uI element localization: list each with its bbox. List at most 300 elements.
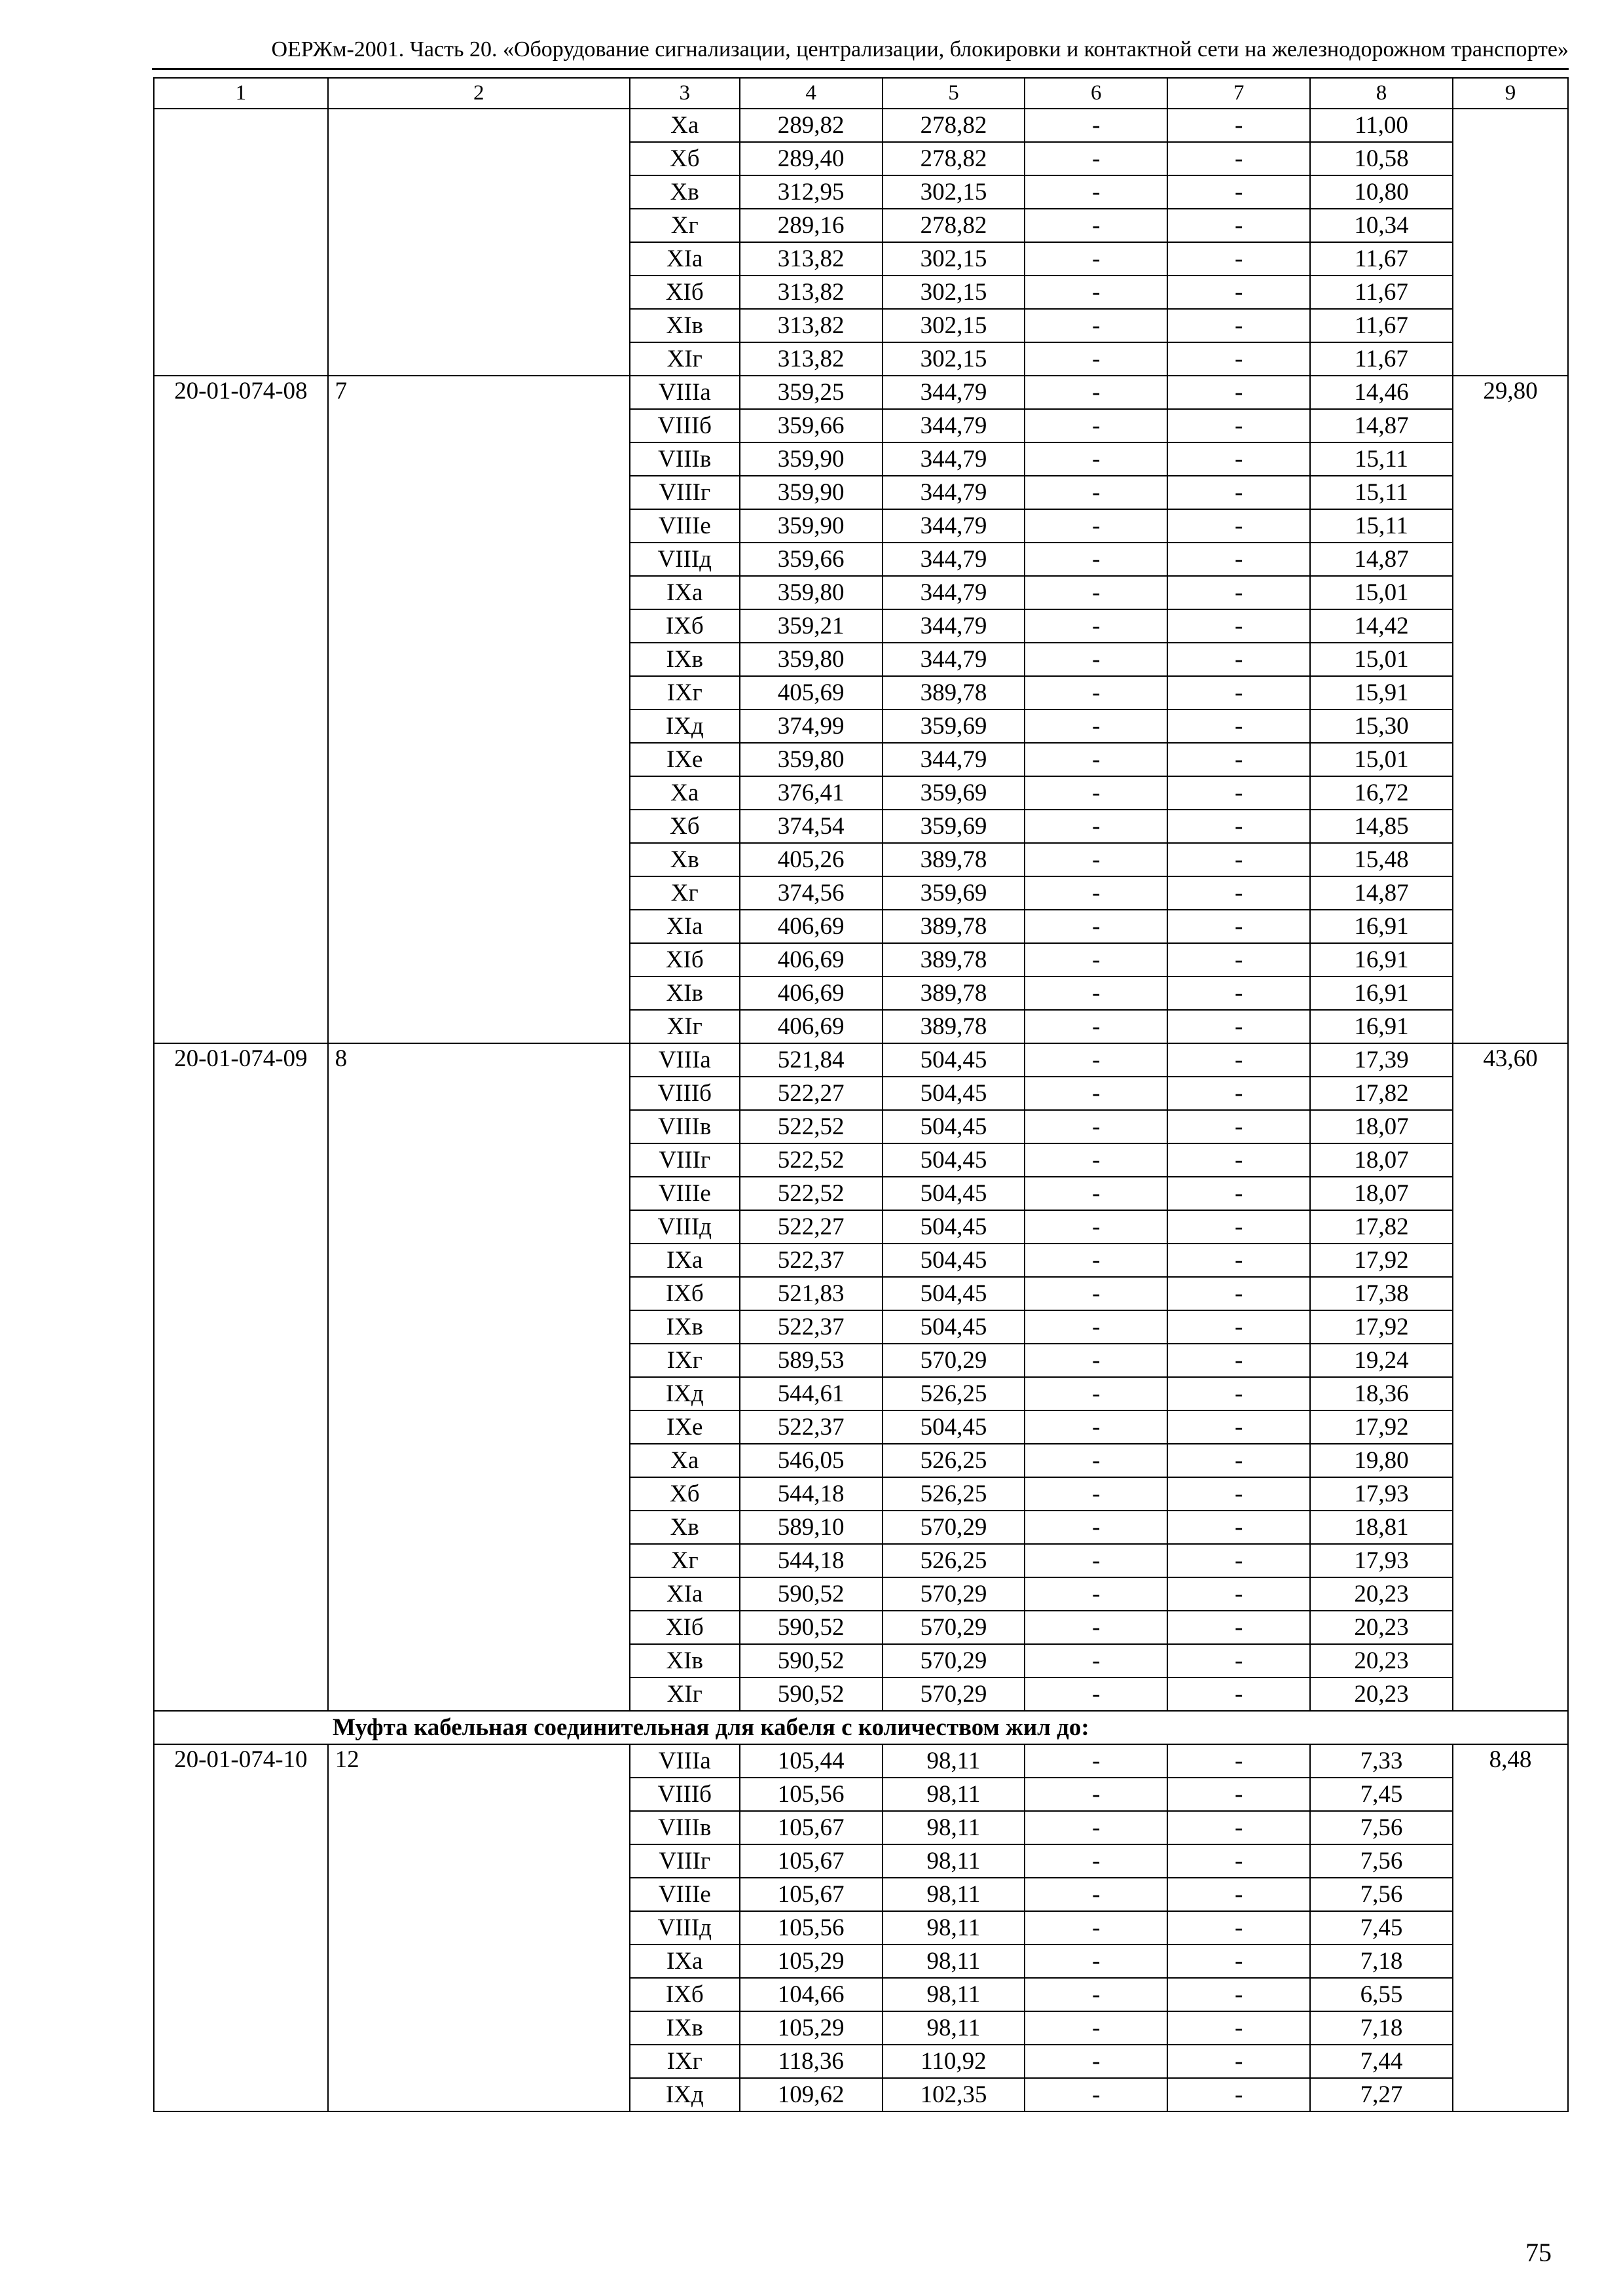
value-cell-8: 20,23 xyxy=(1310,1577,1453,1611)
value-cell-4: 313,82 xyxy=(740,276,883,309)
zone-cell: IХе xyxy=(630,1410,740,1444)
value-cell-7: - xyxy=(1167,1444,1310,1477)
value-cell-5: 98,11 xyxy=(883,1844,1025,1878)
value-cell-5: 570,29 xyxy=(883,1511,1025,1544)
value-cell-5: 359,69 xyxy=(883,776,1025,810)
value-cell-8: 7,56 xyxy=(1310,1844,1453,1878)
value-cell-5: 344,79 xyxy=(883,442,1025,476)
value-cell-6: - xyxy=(1025,843,1167,876)
value-cell-7: - xyxy=(1167,509,1310,543)
value-cell-7: - xyxy=(1167,175,1310,209)
value-cell-8: 6,55 xyxy=(1310,1978,1453,2011)
rate-name-cell: 8 xyxy=(328,1043,630,1711)
value-cell-8: 7,44 xyxy=(1310,2045,1453,2078)
zone-cell: Хг xyxy=(630,209,740,242)
value-cell-8: 17,38 xyxy=(1310,1277,1453,1310)
column-number: 6 xyxy=(1025,78,1167,109)
value-cell-5: 504,45 xyxy=(883,1210,1025,1244)
value-cell-6: - xyxy=(1025,142,1167,175)
value-cell-7: - xyxy=(1167,2045,1310,2078)
value-cell-6: - xyxy=(1025,1611,1167,1644)
value-cell-5: 98,11 xyxy=(883,1811,1025,1844)
zone-cell: ХIа xyxy=(630,242,740,276)
value-cell-6: - xyxy=(1025,1377,1167,1410)
zone-cell: VIIIа xyxy=(630,1043,740,1077)
value-cell-6: - xyxy=(1025,1210,1167,1244)
value-cell-4: 313,82 xyxy=(740,342,883,376)
column-number: 9 xyxy=(1453,78,1568,109)
value-cell-5: 344,79 xyxy=(883,643,1025,676)
value-cell-7: - xyxy=(1167,142,1310,175)
value-cell-8: 18,07 xyxy=(1310,1143,1453,1177)
value-cell-7: - xyxy=(1167,1911,1310,1945)
value-cell-7: - xyxy=(1167,242,1310,276)
value-cell-5: 359,69 xyxy=(883,810,1025,843)
value-cell-6: - xyxy=(1025,2078,1167,2111)
value-cell-8: 17,92 xyxy=(1310,1410,1453,1444)
zone-cell: VIIIе xyxy=(630,1878,740,1911)
value-cell-8: 17,93 xyxy=(1310,1477,1453,1511)
value-cell-7: - xyxy=(1167,342,1310,376)
value-cell-4: 313,82 xyxy=(740,309,883,342)
rate-code-cell: 20-01-074-10 xyxy=(154,1744,328,2111)
value-cell-7: - xyxy=(1167,576,1310,609)
value-cell-4: 590,52 xyxy=(740,1611,883,1644)
value-cell-4: 105,56 xyxy=(740,1911,883,1945)
value-cell-5: 389,78 xyxy=(883,910,1025,943)
value-cell-4: 105,29 xyxy=(740,2011,883,2045)
value-cell-6: - xyxy=(1025,309,1167,342)
value-cell-4: 359,80 xyxy=(740,576,883,609)
value-cell-5: 302,15 xyxy=(883,309,1025,342)
value-cell-5: 570,29 xyxy=(883,1611,1025,1644)
value-cell-5: 344,79 xyxy=(883,609,1025,643)
value-cell-6: - xyxy=(1025,1677,1167,1711)
value-cell-7: - xyxy=(1167,1177,1310,1210)
value-cell-8: 17,82 xyxy=(1310,1077,1453,1110)
value-cell-7: - xyxy=(1167,743,1310,776)
value-cell-8: 17,82 xyxy=(1310,1210,1453,1244)
zone-cell: ХIб xyxy=(630,1611,740,1644)
value-cell-5: 302,15 xyxy=(883,242,1025,276)
zone-cell: ХIг xyxy=(630,1677,740,1711)
value-cell-6: - xyxy=(1025,643,1167,676)
value-cell-8: 14,87 xyxy=(1310,409,1453,442)
value-cell-6: - xyxy=(1025,910,1167,943)
value-cell-4: 359,90 xyxy=(740,442,883,476)
value-cell-4: 289,16 xyxy=(740,209,883,242)
value-cell-4: 522,37 xyxy=(740,1410,883,1444)
value-cell-5: 504,45 xyxy=(883,1110,1025,1143)
value-cell-4: 359,90 xyxy=(740,509,883,543)
value-cell-5: 278,82 xyxy=(883,142,1025,175)
value-cell-8: 18,81 xyxy=(1310,1511,1453,1544)
value-cell-8: 16,91 xyxy=(1310,1010,1453,1043)
column-number: 8 xyxy=(1310,78,1453,109)
value-cell-5: 504,45 xyxy=(883,1410,1025,1444)
value-cell-4: 105,29 xyxy=(740,1945,883,1978)
value-cell-8: 17,92 xyxy=(1310,1244,1453,1277)
value-cell-8: 15,01 xyxy=(1310,576,1453,609)
value-cell-7: - xyxy=(1167,543,1310,576)
value-cell-5: 389,78 xyxy=(883,977,1025,1010)
value-cell-8: 15,11 xyxy=(1310,442,1453,476)
section-heading-row xyxy=(154,1711,1568,1744)
zone-cell: Хб xyxy=(630,810,740,843)
value-cell-6: - xyxy=(1025,1344,1167,1377)
value-cell-6: - xyxy=(1025,276,1167,309)
value-cell-4: 105,67 xyxy=(740,1878,883,1911)
zone-cell: IХг xyxy=(630,1344,740,1377)
value-cell-5: 278,82 xyxy=(883,209,1025,242)
value-cell-8: 15,11 xyxy=(1310,509,1453,543)
rate-name-cell xyxy=(328,109,630,376)
value-cell-4: 522,52 xyxy=(740,1177,883,1210)
column-number: 1 xyxy=(154,78,328,109)
value-cell-4: 313,82 xyxy=(740,242,883,276)
value-cell-5: 526,25 xyxy=(883,1477,1025,1511)
value-cell-6: - xyxy=(1025,1911,1167,1945)
zone-cell: VIIIб xyxy=(630,1077,740,1110)
value-cell-8: 20,23 xyxy=(1310,1644,1453,1677)
value-cell-4: 544,61 xyxy=(740,1377,883,1410)
value-cell-5: 389,78 xyxy=(883,676,1025,709)
value-cell-8: 15,11 xyxy=(1310,476,1453,509)
zone-cell: ХIа xyxy=(630,910,740,943)
zone-cell: ХIг xyxy=(630,1010,740,1043)
zone-cell: Хг xyxy=(630,1544,740,1577)
total-cell xyxy=(1453,109,1568,376)
value-cell-4: 522,27 xyxy=(740,1077,883,1110)
value-cell-5: 389,78 xyxy=(883,1010,1025,1043)
zone-cell: IХв xyxy=(630,2011,740,2045)
value-cell-7: - xyxy=(1167,2078,1310,2111)
value-cell-4: 521,83 xyxy=(740,1277,883,1310)
value-cell-4: 544,18 xyxy=(740,1477,883,1511)
value-cell-6: - xyxy=(1025,1043,1167,1077)
value-cell-6: - xyxy=(1025,442,1167,476)
value-cell-7: - xyxy=(1167,943,1310,977)
value-cell-6: - xyxy=(1025,1310,1167,1344)
value-cell-6: - xyxy=(1025,1978,1167,2011)
value-cell-6: - xyxy=(1025,609,1167,643)
zone-cell: IХд xyxy=(630,2078,740,2111)
value-cell-6: - xyxy=(1025,175,1167,209)
value-cell-8: 11,67 xyxy=(1310,242,1453,276)
zone-cell: VIIIд xyxy=(630,1911,740,1945)
value-cell-4: 289,40 xyxy=(740,142,883,175)
value-cell-8: 17,39 xyxy=(1310,1043,1453,1077)
value-cell-5: 504,45 xyxy=(883,1177,1025,1210)
value-cell-5: 344,79 xyxy=(883,376,1025,409)
rate-code-cell: 20-01-074-09 xyxy=(154,1043,328,1711)
value-cell-7: - xyxy=(1167,1978,1310,2011)
value-cell-7: - xyxy=(1167,1210,1310,1244)
value-cell-8: 16,91 xyxy=(1310,977,1453,1010)
value-cell-5: 504,45 xyxy=(883,1277,1025,1310)
value-cell-5: 344,79 xyxy=(883,509,1025,543)
value-cell-4: 105,44 xyxy=(740,1744,883,1778)
value-cell-7: - xyxy=(1167,1611,1310,1644)
value-cell-4: 521,84 xyxy=(740,1043,883,1077)
value-cell-4: 118,36 xyxy=(740,2045,883,2078)
value-cell-8: 20,23 xyxy=(1310,1677,1453,1711)
total-cell: 43,60 xyxy=(1453,1043,1568,1711)
total-cell: 29,80 xyxy=(1453,376,1568,1043)
value-cell-5: 504,45 xyxy=(883,1244,1025,1277)
value-cell-5: 98,11 xyxy=(883,1978,1025,2011)
table-row xyxy=(154,1744,1568,1778)
value-cell-4: 374,99 xyxy=(740,709,883,743)
value-cell-8: 14,42 xyxy=(1310,609,1453,643)
value-cell-4: 405,26 xyxy=(740,843,883,876)
value-cell-5: 344,79 xyxy=(883,476,1025,509)
value-cell-8: 14,85 xyxy=(1310,810,1453,843)
value-cell-8: 16,91 xyxy=(1310,910,1453,943)
value-cell-4: 522,52 xyxy=(740,1143,883,1177)
value-cell-8: 7,33 xyxy=(1310,1744,1453,1778)
value-cell-7: - xyxy=(1167,843,1310,876)
value-cell-6: - xyxy=(1025,242,1167,276)
zone-cell: ХIг xyxy=(630,342,740,376)
zone-cell: Хв xyxy=(630,175,740,209)
column-number: 4 xyxy=(740,78,883,109)
value-cell-7: - xyxy=(1167,643,1310,676)
value-cell-6: - xyxy=(1025,1844,1167,1878)
zone-cell: IХв xyxy=(630,643,740,676)
zone-cell: ХIб xyxy=(630,276,740,309)
value-cell-5: 302,15 xyxy=(883,175,1025,209)
zone-cell: Хв xyxy=(630,1511,740,1544)
value-cell-6: - xyxy=(1025,1110,1167,1143)
rate-name-cell: 12 xyxy=(328,1744,630,2111)
value-cell-7: - xyxy=(1167,276,1310,309)
zone-cell: VIIIв xyxy=(630,1811,740,1844)
value-cell-5: 102,35 xyxy=(883,2078,1025,2111)
zone-cell: VIIIг xyxy=(630,476,740,509)
table-row xyxy=(154,109,1568,142)
page-number: 75 xyxy=(1525,2238,1552,2267)
value-cell-5: 302,15 xyxy=(883,342,1025,376)
zone-cell: ХIв xyxy=(630,1644,740,1677)
zone-cell: IХб xyxy=(630,1978,740,2011)
zone-cell: ХIв xyxy=(630,309,740,342)
value-cell-6: - xyxy=(1025,1544,1167,1577)
value-cell-8: 7,45 xyxy=(1310,1778,1453,1811)
value-cell-8: 15,01 xyxy=(1310,743,1453,776)
value-cell-4: 522,37 xyxy=(740,1310,883,1344)
value-cell-5: 359,69 xyxy=(883,876,1025,910)
value-cell-4: 359,80 xyxy=(740,743,883,776)
value-cell-7: - xyxy=(1167,1377,1310,1410)
value-cell-5: 504,45 xyxy=(883,1077,1025,1110)
value-cell-8: 11,67 xyxy=(1310,276,1453,309)
zone-cell: VIIIв xyxy=(630,442,740,476)
zone-cell: Хг xyxy=(630,876,740,910)
value-cell-8: 7,27 xyxy=(1310,2078,1453,2111)
value-cell-8: 7,18 xyxy=(1310,2011,1453,2045)
zone-cell: VIIIб xyxy=(630,1778,740,1811)
value-cell-6: - xyxy=(1025,543,1167,576)
value-cell-7: - xyxy=(1167,1477,1310,1511)
value-cell-5: 570,29 xyxy=(883,1677,1025,1711)
value-cell-8: 15,30 xyxy=(1310,709,1453,743)
value-cell-6: - xyxy=(1025,676,1167,709)
value-cell-7: - xyxy=(1167,910,1310,943)
value-cell-5: 570,29 xyxy=(883,1344,1025,1377)
value-cell-5: 302,15 xyxy=(883,276,1025,309)
value-cell-8: 14,46 xyxy=(1310,376,1453,409)
zone-cell: IХб xyxy=(630,1277,740,1310)
value-cell-7: - xyxy=(1167,609,1310,643)
value-cell-7: - xyxy=(1167,442,1310,476)
zone-cell: ХIб xyxy=(630,943,740,977)
zone-cell: IХг xyxy=(630,676,740,709)
value-cell-6: - xyxy=(1025,2045,1167,2078)
zone-cell: VIIIе xyxy=(630,1177,740,1210)
value-cell-8: 18,36 xyxy=(1310,1377,1453,1410)
value-cell-8: 10,34 xyxy=(1310,209,1453,242)
value-cell-7: - xyxy=(1167,810,1310,843)
value-cell-7: - xyxy=(1167,376,1310,409)
value-cell-7: - xyxy=(1167,1878,1310,1911)
value-cell-5: 98,11 xyxy=(883,1911,1025,1945)
value-cell-6: - xyxy=(1025,476,1167,509)
value-cell-5: 98,11 xyxy=(883,1744,1025,1778)
value-cell-4: 359,90 xyxy=(740,476,883,509)
value-cell-7: - xyxy=(1167,709,1310,743)
value-cell-8: 11,67 xyxy=(1310,342,1453,376)
value-cell-7: - xyxy=(1167,776,1310,810)
rate-name-cell: 7 xyxy=(328,376,630,1043)
value-cell-7: - xyxy=(1167,1310,1310,1344)
value-cell-7: - xyxy=(1167,1577,1310,1611)
zone-cell: Хб xyxy=(630,142,740,175)
value-cell-7: - xyxy=(1167,1844,1310,1878)
value-cell-4: 374,56 xyxy=(740,876,883,910)
value-cell-5: 389,78 xyxy=(883,843,1025,876)
value-cell-4: 105,56 xyxy=(740,1778,883,1811)
value-cell-4: 589,10 xyxy=(740,1511,883,1544)
zone-cell: IХа xyxy=(630,1945,740,1978)
zone-cell: IХб xyxy=(630,609,740,643)
value-cell-7: - xyxy=(1167,676,1310,709)
value-cell-6: - xyxy=(1025,1644,1167,1677)
value-cell-8: 19,80 xyxy=(1310,1444,1453,1477)
rate-code-cell xyxy=(154,109,328,376)
value-cell-6: - xyxy=(1025,943,1167,977)
value-cell-7: - xyxy=(1167,1677,1310,1711)
value-cell-4: 546,05 xyxy=(740,1444,883,1477)
zone-cell: IХд xyxy=(630,709,740,743)
value-cell-7: - xyxy=(1167,876,1310,910)
column-number: 5 xyxy=(883,78,1025,109)
zone-cell: ХIв xyxy=(630,977,740,1010)
value-cell-6: - xyxy=(1025,743,1167,776)
value-cell-4: 105,67 xyxy=(740,1844,883,1878)
value-cell-7: - xyxy=(1167,1511,1310,1544)
value-cell-6: - xyxy=(1025,1010,1167,1043)
value-cell-6: - xyxy=(1025,209,1167,242)
value-cell-5: 570,29 xyxy=(883,1577,1025,1611)
value-cell-7: - xyxy=(1167,409,1310,442)
value-cell-6: - xyxy=(1025,1277,1167,1310)
value-cell-4: 406,69 xyxy=(740,977,883,1010)
value-cell-6: - xyxy=(1025,977,1167,1010)
zone-cell: Ха xyxy=(630,1444,740,1477)
norm-table-body xyxy=(154,78,1568,2111)
value-cell-6: - xyxy=(1025,2011,1167,2045)
value-cell-6: - xyxy=(1025,1811,1167,1844)
zone-cell: IХд xyxy=(630,1377,740,1410)
value-cell-5: 98,11 xyxy=(883,1945,1025,1978)
value-cell-8: 10,80 xyxy=(1310,175,1453,209)
value-cell-6: - xyxy=(1025,1878,1167,1911)
value-cell-5: 504,45 xyxy=(883,1043,1025,1077)
total-cell: 8,48 xyxy=(1453,1744,1568,2111)
value-cell-7: - xyxy=(1167,1410,1310,1444)
zone-cell: Ха xyxy=(630,109,740,142)
value-cell-6: - xyxy=(1025,1244,1167,1277)
value-cell-7: - xyxy=(1167,109,1310,142)
value-cell-7: - xyxy=(1167,1778,1310,1811)
zone-cell: Хв xyxy=(630,843,740,876)
value-cell-6: - xyxy=(1025,342,1167,376)
zone-cell: IХв xyxy=(630,1310,740,1344)
value-cell-5: 344,79 xyxy=(883,576,1025,609)
running-title: ОЕРЖм-2001. Часть 20. «Оборудование сигнализации, централизации, блокировки и контактной сети на железнодорожном транспорте» xyxy=(152,34,1569,70)
column-number-row xyxy=(154,78,1568,109)
zone-cell: VIIIа xyxy=(630,1744,740,1778)
value-cell-5: 278,82 xyxy=(883,109,1025,142)
value-cell-6: - xyxy=(1025,810,1167,843)
value-cell-4: 589,53 xyxy=(740,1344,883,1377)
zone-cell: VIIIг xyxy=(630,1844,740,1878)
norm-table xyxy=(153,77,1569,2112)
zone-cell: VIIIв xyxy=(630,1110,740,1143)
value-cell-8: 16,72 xyxy=(1310,776,1453,810)
value-cell-5: 359,69 xyxy=(883,709,1025,743)
value-cell-7: - xyxy=(1167,2011,1310,2045)
value-cell-5: 526,25 xyxy=(883,1544,1025,1577)
rate-code-cell: 20-01-074-08 xyxy=(154,376,328,1043)
value-cell-6: - xyxy=(1025,376,1167,409)
zone-cell: Ха xyxy=(630,776,740,810)
value-cell-7: - xyxy=(1167,1143,1310,1177)
value-cell-6: - xyxy=(1025,1143,1167,1177)
zone-cell: IХа xyxy=(630,1244,740,1277)
value-cell-5: 344,79 xyxy=(883,409,1025,442)
value-cell-5: 526,25 xyxy=(883,1377,1025,1410)
value-cell-5: 570,29 xyxy=(883,1644,1025,1677)
value-cell-4: 406,69 xyxy=(740,943,883,977)
value-cell-6: - xyxy=(1025,776,1167,810)
value-cell-6: - xyxy=(1025,1410,1167,1444)
value-cell-8: 7,45 xyxy=(1310,1911,1453,1945)
value-cell-7: - xyxy=(1167,1010,1310,1043)
value-cell-4: 289,82 xyxy=(740,109,883,142)
value-cell-6: - xyxy=(1025,876,1167,910)
value-cell-8: 17,93 xyxy=(1310,1544,1453,1577)
value-cell-8: 16,91 xyxy=(1310,943,1453,977)
value-cell-4: 590,52 xyxy=(740,1644,883,1677)
value-cell-7: - xyxy=(1167,309,1310,342)
value-cell-4: 406,69 xyxy=(740,910,883,943)
value-cell-6: - xyxy=(1025,109,1167,142)
value-cell-4: 359,25 xyxy=(740,376,883,409)
value-cell-4: 522,27 xyxy=(740,1210,883,1244)
value-cell-4: 522,52 xyxy=(740,1110,883,1143)
